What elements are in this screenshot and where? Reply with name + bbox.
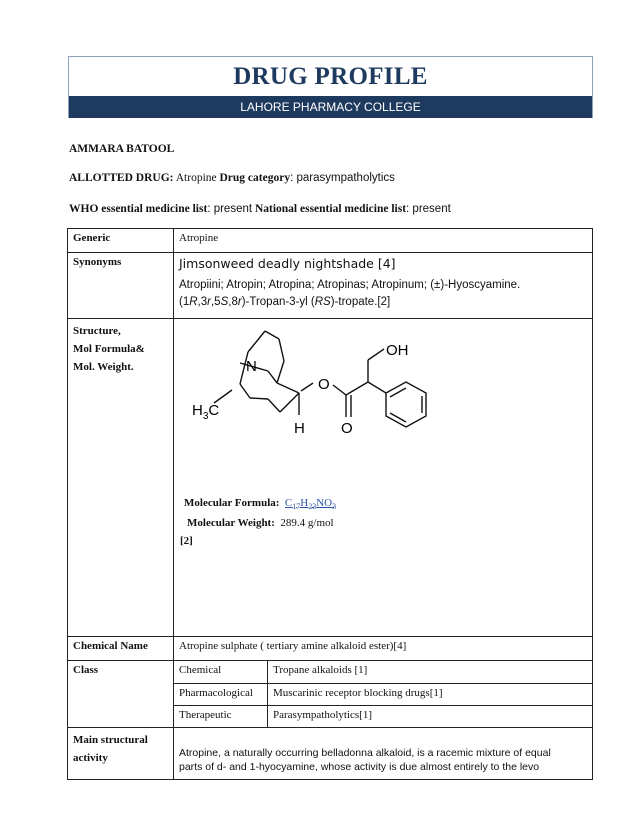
atom-n: N xyxy=(246,358,257,375)
category-label: Drug category xyxy=(219,172,291,184)
synonyms-line2: Atropiini; Atropin; Atropina; Atropinas; Atropinum; (±)-Hyoscyamine. xyxy=(179,279,521,291)
class-label: Class xyxy=(68,661,174,728)
allotted-value: Atropine xyxy=(175,172,217,184)
class-type: Chemical xyxy=(174,661,268,683)
generic-label: Generic xyxy=(68,229,174,253)
row-class xyxy=(68,661,593,728)
class-value: Tropane alkaloids [1] xyxy=(268,661,593,683)
synonyms-label: Synonyms xyxy=(68,253,174,319)
generic-value: Atropine xyxy=(174,229,593,253)
class-table xyxy=(174,661,592,727)
allotted-label: ALLOTTED DRUG: xyxy=(69,172,174,184)
atom-h3c: $H_3C$ xyxy=(192,402,220,422)
atom-h: H xyxy=(294,420,305,437)
chemical-name-value: Atropine sulphate ( tertiary amine alkaloid ester)[4] xyxy=(174,637,593,661)
structure-label: Structure, Mol Formula& Mol. Weight. xyxy=(68,319,174,637)
chemical-name-label: Chemical Name xyxy=(68,637,174,661)
class-value: Parasympatholytics[1] xyxy=(268,705,593,727)
author-name: AMMARA BATOOL xyxy=(69,143,175,155)
category-value: : parasympatholytics xyxy=(290,172,395,184)
row-structure xyxy=(68,319,593,637)
atom-oh: OH xyxy=(386,342,409,359)
main-activity-line1: Atropine, a naturally occurring belladonna alkaloid, is a racemic mixture of equal xyxy=(179,747,551,759)
national-value: : present xyxy=(406,203,451,215)
weight-label: Molecular Weight: xyxy=(187,517,275,529)
weight-line xyxy=(187,517,334,529)
page-title: DRUG PROFILE xyxy=(233,63,428,90)
atropine-structure xyxy=(180,327,600,487)
class-row xyxy=(174,661,592,683)
synonyms-line1: Jimsonweed deadly nightshade [4] xyxy=(179,256,396,271)
structure-ref: [2] xyxy=(180,535,193,547)
row-synonyms xyxy=(68,253,593,319)
formula-label: Molecular Formula: xyxy=(184,497,280,509)
class-value: Muscarinic receptor blocking drugs[1] xyxy=(268,683,593,705)
class-type: Pharmacological xyxy=(174,683,268,705)
row-chemical-name xyxy=(68,637,593,661)
class-row xyxy=(174,683,592,705)
atom-o-ester: O xyxy=(318,376,330,393)
author-line xyxy=(69,143,174,155)
row-main-activity xyxy=(68,728,593,780)
main-activity-label: Main structural activity xyxy=(68,728,174,780)
class-type: Therapeutic xyxy=(174,705,268,727)
page-subtitle: LAHORE PHARMACY COLLEGE xyxy=(69,96,592,118)
who-label: WHO essential medicine list xyxy=(69,203,208,215)
row-generic xyxy=(68,229,593,253)
title-banner xyxy=(68,56,593,118)
synonyms-line3: (1R,3r,5S,8r)-Tropan-3-yl (RS)-tropate.[2] xyxy=(179,296,391,308)
formula-link[interactable]: $C_{17}H_{23}NO_3$ xyxy=(284,497,337,512)
who-value: : present xyxy=(207,203,253,215)
allotted-line xyxy=(69,172,395,184)
national-label: National essential medicine list xyxy=(254,203,407,215)
class-row xyxy=(174,705,592,727)
main-activity-line2: parts of d- and 1-hyocyamine, whose activity is due almost entirely to the levo xyxy=(179,761,540,773)
atom-o-carbonyl: O xyxy=(341,420,353,437)
weight-value: 289.4 g/mol xyxy=(280,517,334,529)
formula-line xyxy=(184,497,336,511)
drug-table xyxy=(67,228,593,780)
lists-line xyxy=(69,203,451,215)
